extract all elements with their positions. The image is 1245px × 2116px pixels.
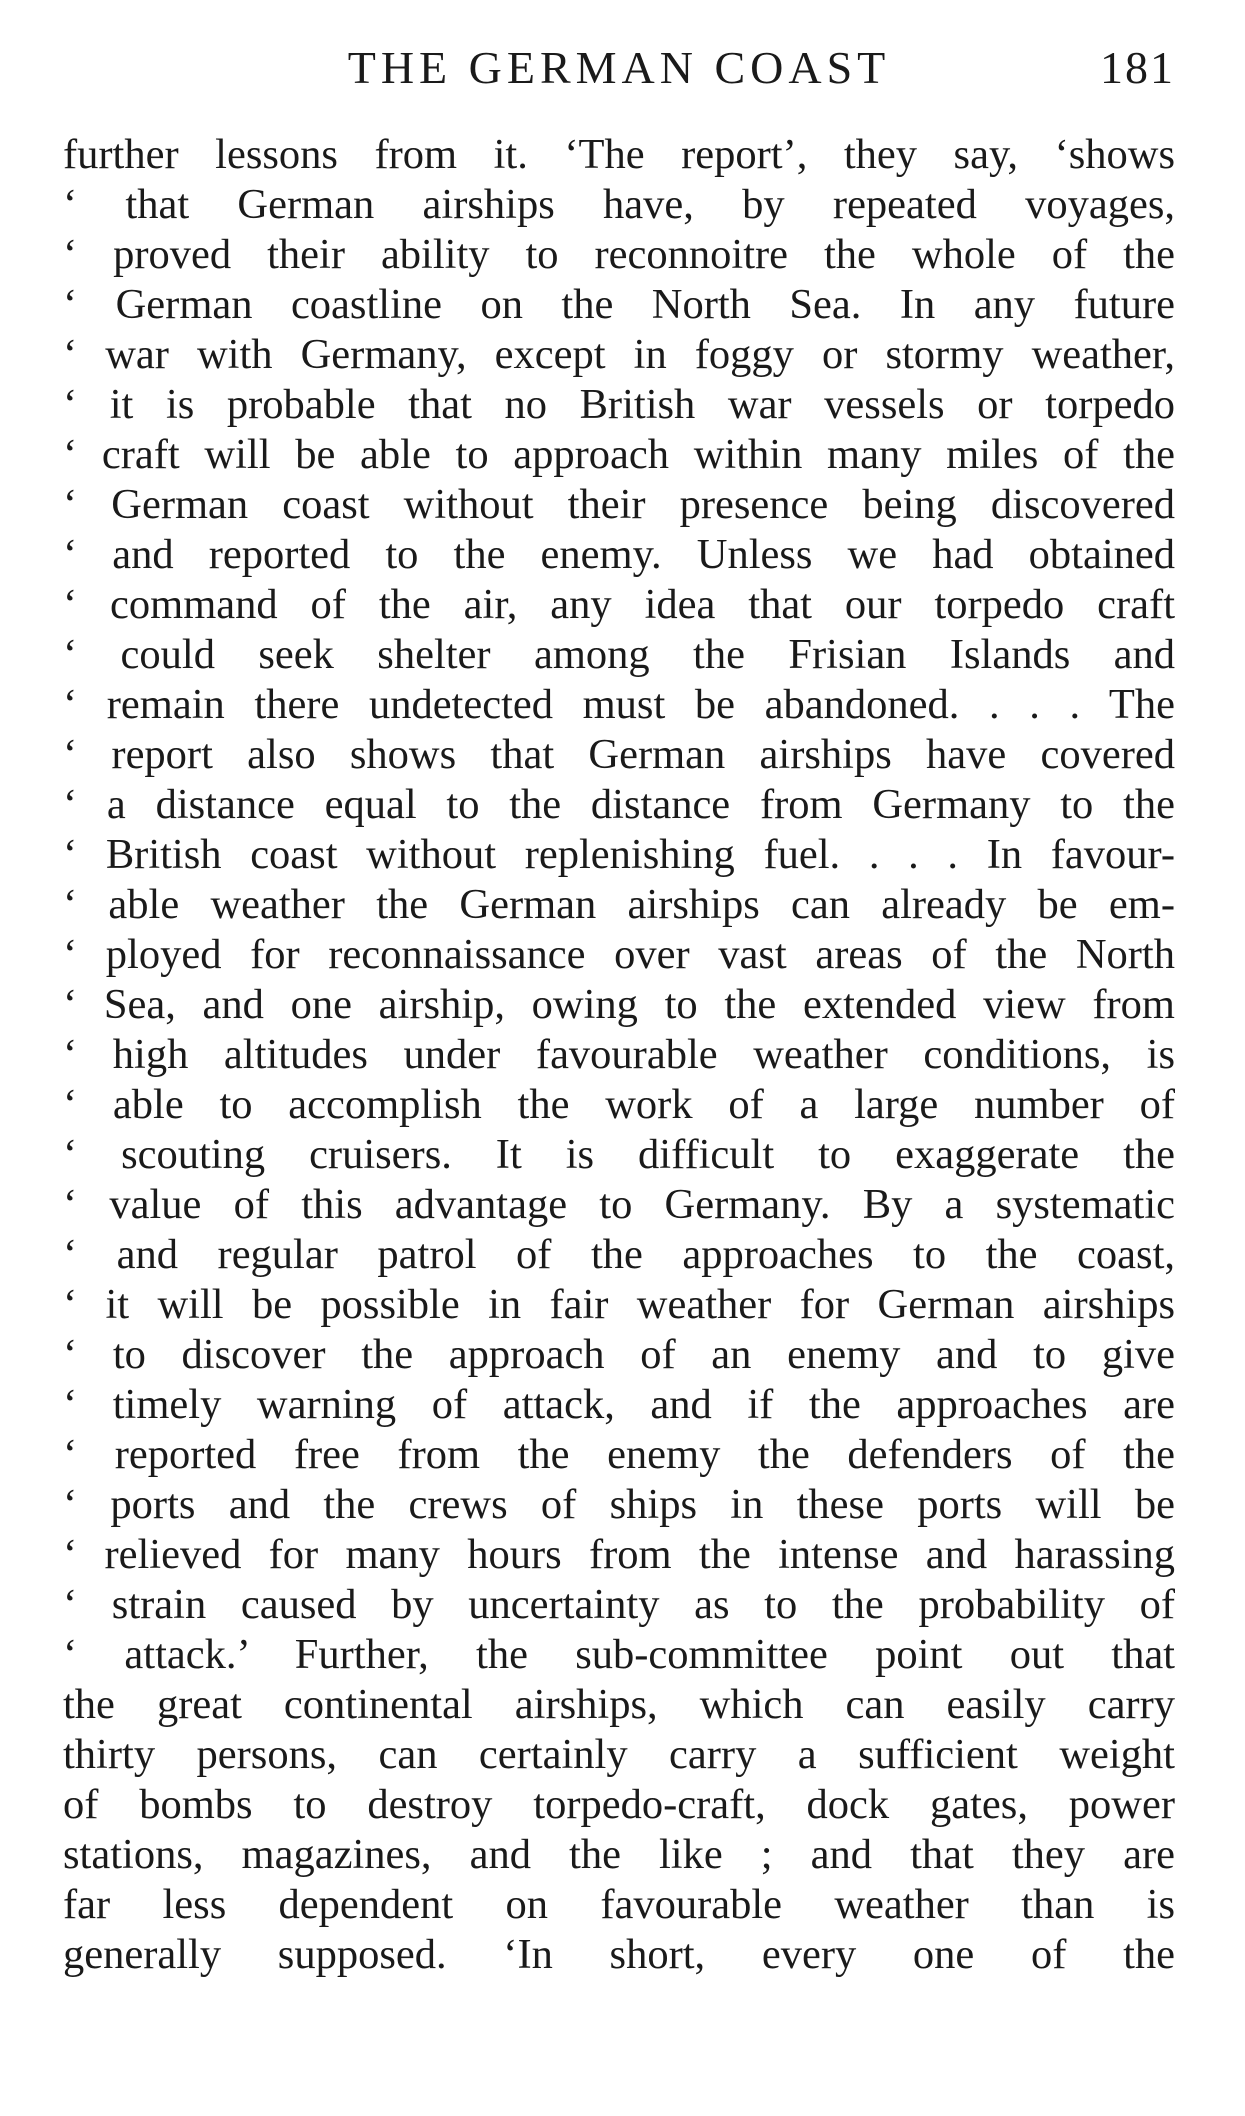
text-line: ‘ British coast without replenishing fuel. . . . In favour- <box>63 831 1175 878</box>
text-line: ‘ able to accomplish the work of a large number of <box>63 1081 1175 1128</box>
text-line: ‘ craft will be able to approach within many miles of the <box>63 431 1175 478</box>
text-line: ‘ reported free from the enemy the defenders of the <box>63 1431 1175 1478</box>
body-text <box>63 130 1175 1980</box>
running-head <box>63 38 1175 98</box>
text-line: ‘ high altitudes under favourable weather conditions, is <box>63 1031 1175 1078</box>
text-line: ‘ relieved for many hours from the intense and harassing <box>63 1531 1175 1578</box>
text-line: ‘ and regular patrol of the approaches to the coast, <box>63 1231 1175 1278</box>
text-line: ‘ ployed for reconnaissance over vast areas of the North <box>63 931 1175 978</box>
text-line: of bombs to destroy torpedo-craft, dock gates, power <box>63 1781 1175 1828</box>
text-line: ‘ Sea, and one airship, owing to the extended view from <box>63 981 1175 1028</box>
text-line: ‘ command of the air, any idea that our torpedo craft <box>63 581 1175 628</box>
text-line: ‘ German coastline on the North Sea. In any future <box>63 281 1175 328</box>
text-line: ‘ scouting cruisers. It is difficult to exaggerate the <box>63 1131 1175 1178</box>
text-line: ‘ German coast without their presence being discovered <box>63 481 1175 528</box>
text-line: ‘ ports and the crews of ships in these ports will be <box>63 1481 1175 1528</box>
text-line: ‘ could seek shelter among the Frisian Islands and <box>63 631 1175 678</box>
text-line: ‘ strain caused by uncertainty as to the probability of <box>63 1581 1175 1628</box>
text-line: ‘ able weather the German airships can already be em- <box>63 881 1175 928</box>
text-line: ‘ value of this advantage to Germany. By a systematic <box>63 1181 1175 1228</box>
text-line: far less dependent on favourable weather than is <box>63 1881 1175 1928</box>
text-line: ‘ attack.’ Further, the sub-committee point out that <box>63 1631 1175 1678</box>
text-line: ‘ report also shows that German airships have covered <box>63 731 1175 778</box>
text-line: ‘ it is probable that no British war vessels or torpedo <box>63 381 1175 428</box>
text-line: ‘ it will be possible in fair weather for German airships <box>63 1281 1175 1328</box>
text-line: stations, magazines, and the like ; and that they are <box>63 1831 1175 1878</box>
page-number: 181 <box>1100 42 1175 93</box>
text-line: the great continental airships, which can easily carry <box>63 1681 1175 1728</box>
text-line: ‘ war with Germany, except in foggy or stormy weather, <box>63 331 1175 378</box>
running-title: THE GERMAN COAST <box>347 42 891 93</box>
text-line: ‘ that German airships have, by repeated voyages, <box>63 181 1175 228</box>
text-line: ‘ a distance equal to the distance from Germany to the <box>63 781 1175 828</box>
text-line: ‘ to discover the approach of an enemy and to give <box>63 1331 1175 1378</box>
text-line: generally supposed. ‘In short, every one of the <box>63 1931 1175 1978</box>
text-line: ‘ timely warning of attack, and if the approaches are <box>63 1381 1175 1428</box>
text-line: ‘ remain there undetected must be abandoned. . . . The <box>63 681 1175 728</box>
text-line: thirty persons, can certainly carry a sufficient weight <box>63 1731 1175 1778</box>
text-line: ‘ and reported to the enemy. Unless we had obtained <box>63 531 1175 578</box>
text-line: further lessons from it. ‘The report’, they say, ‘shows <box>63 131 1175 178</box>
text-line: ‘ proved their ability to reconnoitre the whole of the <box>63 231 1175 278</box>
